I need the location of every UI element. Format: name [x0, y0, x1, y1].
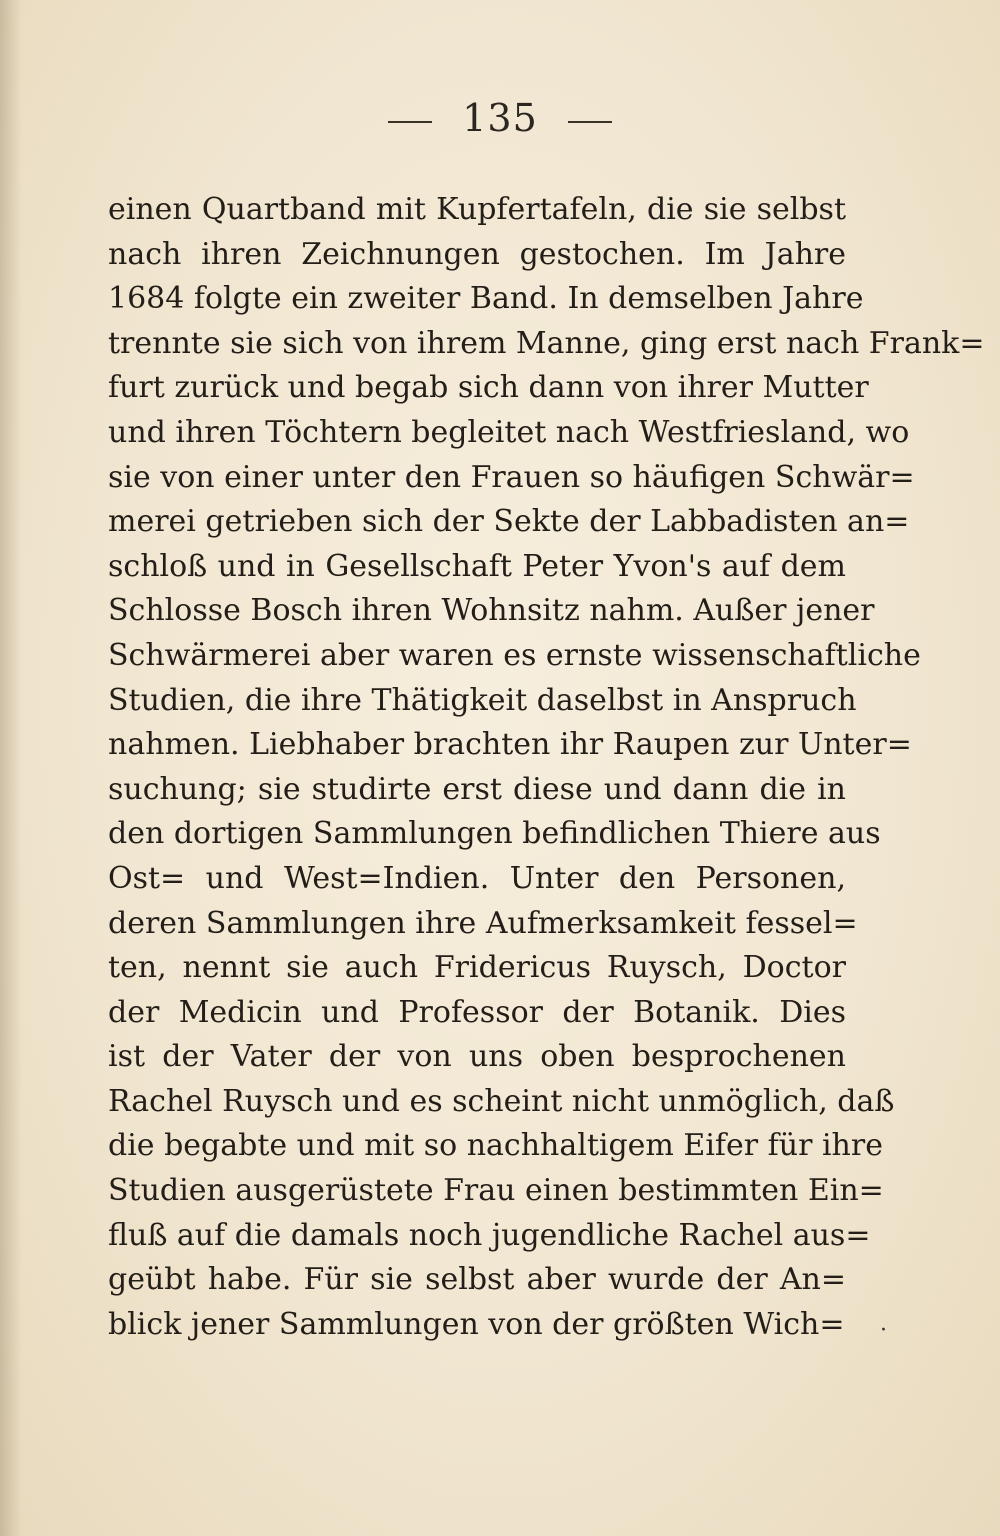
text-line: 1684 folgte ein zweiter Band. In demselben Jahre — [108, 281, 864, 317]
page-edge-shadow — [0, 0, 22, 1536]
text-line: nahmen. Liebhaber brachten ihr Raupen zur Unter= — [108, 727, 912, 763]
text-line: geübt habe. Für sie selbst aber wurde der An= — [108, 1262, 846, 1298]
text-line: Studien ausgerüstete Frau einen bestimmten Ein= — [108, 1173, 884, 1209]
text-line: einen Quartband mit Kupfertafeln, die sie selbst — [108, 192, 846, 227]
text-line: Studien, die ihre Thätigkeit daselbst in Anspruch — [108, 682, 857, 718]
text-line: Ost= und West=Indien. Unter den Personen, — [108, 860, 846, 896]
text-line: die begabte und mit so nachhaltigem Eifer für ihre — [108, 1128, 883, 1164]
text-line: Schwärmerei aber waren es ernste wissenschaftliche — [108, 637, 921, 673]
text-line: Schlosse Bosch ihren Wohnsitz nahm. Außer jener — [108, 593, 875, 629]
text-line: ist der Vater der von uns oben besprochenen — [108, 1039, 846, 1075]
text-line: merei getrieben sich der Sekte der Labbadisten an= — [108, 504, 910, 540]
text-line: den dortigen Sammlungen befindlichen Thiere aus — [108, 816, 881, 852]
text-line: der Medicin und Professor der Botanik. Dies — [108, 994, 846, 1030]
text-line: und ihren Töchtern begleitet nach Westfriesland, wo — [108, 414, 910, 450]
text-line: blick jener Sammlungen von der größten Wich= — [108, 1306, 845, 1342]
text-line: trennte sie sich von ihrem Manne, ging erst nach Frank= — [108, 325, 985, 361]
text-line: sie von einer unter den Frauen so häufigen Schwär= — [108, 459, 915, 495]
header-dash-right — [568, 121, 612, 123]
text-line: Rachel Ruysch und es scheint nicht unmöglich, daß — [108, 1083, 895, 1119]
text-line: schloß und in Gesellschaft Peter Yvon's auf dem — [108, 548, 846, 584]
margin-dot: · — [880, 1318, 887, 1343]
text-line: furt zurück und begab sich dann von ihrer Mutter — [108, 370, 869, 406]
header-dash-left — [388, 121, 432, 123]
text-line: deren Sammlungen ihre Aufmerksamkeit fessel= — [108, 905, 858, 941]
page-header — [0, 96, 1000, 140]
page-number: 135 — [462, 96, 538, 140]
text-line: fluß auf die damals noch jugendliche Rachel aus= — [108, 1217, 871, 1253]
text-line: ten, nennt sie auch Fridericus Ruysch, Doctor — [108, 950, 846, 986]
text-line: suchung; sie studirte erst diese und dann die in — [108, 771, 846, 807]
text-line: nach ihren Zeichnungen gestochen. Im Jahre — [108, 236, 846, 272]
body-text — [108, 188, 985, 1347]
